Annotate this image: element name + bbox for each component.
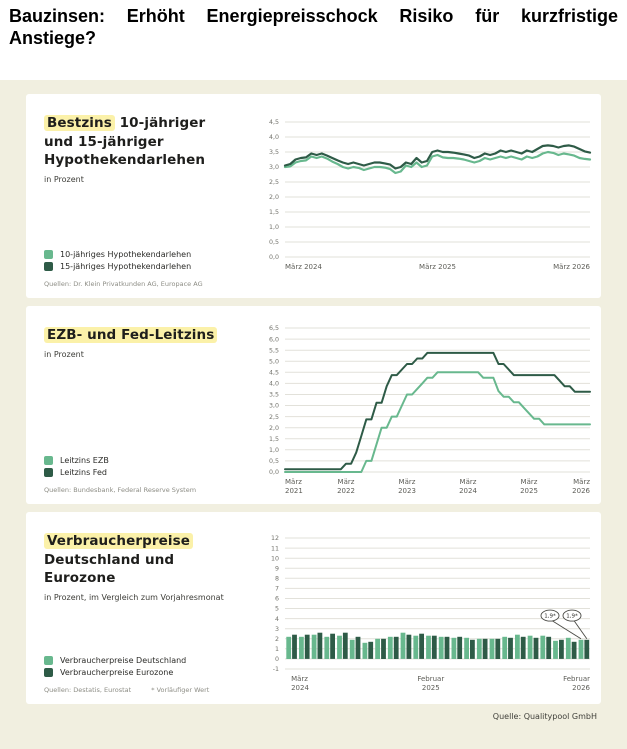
svg-text:4: 4 <box>274 615 279 623</box>
svg-text:2,0: 2,0 <box>268 424 279 432</box>
legend-swatch-dark-green <box>44 468 53 477</box>
panel-mortgage-left-column <box>44 106 249 290</box>
svg-text:2021: 2021 <box>285 487 303 495</box>
svg-text:2,5: 2,5 <box>268 179 279 187</box>
legend-policy <box>44 453 249 480</box>
svg-text:März 2024: März 2024 <box>285 263 322 271</box>
legend-item-15y <box>44 262 249 271</box>
legend-swatch-light-green <box>44 456 53 465</box>
svg-text:März: März <box>520 478 538 486</box>
panel-consumer-subtitle: in Prozent, im Vergleich zum Vorjahresmonat <box>44 592 224 602</box>
panel-policy-rates <box>26 306 601 504</box>
panel-mortgage-rates <box>26 94 601 298</box>
legend-swatch-light-green <box>44 656 53 665</box>
consumer-price-bar-chart <box>255 532 593 701</box>
svg-text:7: 7 <box>274 585 279 593</box>
svg-text:4,5: 4,5 <box>268 369 279 377</box>
highlighted-title-word: Bestzins <box>44 115 115 131</box>
legend-label: Verbraucherpreise Eurozone <box>60 668 174 677</box>
legend-label: Leitzins EZB <box>60 456 109 465</box>
svg-text:-1: -1 <box>272 666 279 674</box>
svg-text:3,5: 3,5 <box>268 149 279 157</box>
svg-text:2025: 2025 <box>421 684 440 692</box>
svg-text:4,5: 4,5 <box>268 119 279 127</box>
svg-text:März: März <box>573 478 590 486</box>
legend-consumer <box>44 653 249 680</box>
svg-text:6,5: 6,5 <box>268 325 279 333</box>
svg-text:1,0: 1,0 <box>268 447 279 454</box>
svg-text:März: März <box>291 675 308 683</box>
svg-text:März: März <box>337 478 355 486</box>
svg-text:4,0: 4,0 <box>268 380 279 388</box>
svg-text:9: 9 <box>274 565 279 573</box>
svg-text:8: 8 <box>274 575 279 583</box>
svg-text:1,5: 1,5 <box>268 209 279 217</box>
svg-text:1: 1 <box>274 646 279 653</box>
page-title: Bauzinsen: Erhöht Energiepreisschock Risiko für kurzfristige Anstiege? <box>9 6 618 48</box>
panel-mortgage-chart-area <box>249 106 593 290</box>
svg-text:2,0: 2,0 <box>268 194 279 202</box>
svg-text:0,5: 0,5 <box>268 239 279 247</box>
source-text: Quellen: Destatis, Eurostat <box>44 686 132 694</box>
panel-mortgage-subtitle: in Prozent <box>44 174 84 184</box>
svg-text:März: März <box>459 478 477 486</box>
svg-text:5,0: 5,0 <box>268 358 279 366</box>
legend-swatch-dark-green <box>44 668 53 677</box>
svg-text:März 2026: März 2026 <box>553 263 590 271</box>
svg-text:2024: 2024 <box>291 684 309 692</box>
footer-source: Quelle: Qualitypool GmbH <box>492 712 597 721</box>
svg-text:0,0: 0,0 <box>268 254 279 262</box>
svg-text:3,5: 3,5 <box>268 391 279 399</box>
legend-item-ezb <box>44 456 249 465</box>
panel-consumer-chart-area <box>249 524 593 696</box>
panel-policy-left-column <box>44 318 249 496</box>
svg-text:2,5: 2,5 <box>268 413 279 421</box>
svg-text:März: März <box>285 478 302 486</box>
panel-mortgage-title <box>44 114 224 170</box>
source-policy: Quellen: Bundesbank, Federal Reserve System <box>44 486 197 494</box>
svg-text:0: 0 <box>274 656 279 664</box>
legend-label: Verbraucherpreise Deutschland <box>60 656 187 665</box>
panel-consumer-title <box>44 532 249 588</box>
legend-item-10y <box>44 250 249 259</box>
legend-label: 10-jähriges Hypothekendarlehen <box>60 250 192 259</box>
svg-text:12: 12 <box>270 535 279 543</box>
svg-text:1,9*: 1,9* <box>544 613 556 620</box>
legend-mortgage <box>44 247 249 274</box>
panel-consumer-prices <box>26 512 601 704</box>
svg-text:6,0: 6,0 <box>268 336 279 344</box>
svg-text:0,5: 0,5 <box>268 458 279 466</box>
svg-text:März 2025: März 2025 <box>419 263 456 271</box>
svg-text:11: 11 <box>270 545 279 553</box>
legend-swatch-light-green <box>44 250 53 259</box>
svg-text:5,5: 5,5 <box>268 347 279 355</box>
panel-policy-subtitle: in Prozent <box>44 349 84 359</box>
title-rest: 10-jähriger und 15-jähriger Hypothekendarlehen <box>44 115 206 169</box>
svg-text:1,5: 1,5 <box>268 436 279 443</box>
panel-consumer-left-column <box>44 524 249 696</box>
highlighted-title-word: EZB- und Fed-Leitzins <box>44 327 217 343</box>
legend-swatch-dark-green <box>44 262 53 271</box>
source-consumer <box>44 686 249 694</box>
svg-text:2026: 2026 <box>572 684 590 692</box>
legend-item-fed <box>44 468 249 477</box>
svg-text:Februar: Februar <box>563 675 590 683</box>
footnote-preliminary: * Vorläufiger Wert <box>151 686 210 694</box>
panel-policy-chart-area <box>249 318 593 496</box>
svg-text:Februar: Februar <box>417 675 445 683</box>
svg-text:6: 6 <box>274 595 279 603</box>
svg-text:2025: 2025 <box>520 487 538 495</box>
svg-text:2023: 2023 <box>398 487 416 495</box>
svg-text:1,0: 1,0 <box>268 224 279 232</box>
highlighted-title-word: Verbraucherpreise <box>44 533 193 549</box>
svg-text:3,0: 3,0 <box>268 164 279 172</box>
title-rest: Deutschland und Eurozone <box>44 551 175 587</box>
svg-text:1,9*: 1,9* <box>566 613 578 620</box>
svg-text:3: 3 <box>274 625 279 633</box>
source-mortgage: Quellen: Dr. Klein Privatkunden AG, Europace AG <box>44 280 203 288</box>
legend-item-eurozone <box>44 668 249 677</box>
svg-text:3,0: 3,0 <box>268 402 279 410</box>
svg-text:März: März <box>398 478 416 486</box>
svg-text:5: 5 <box>274 605 279 613</box>
panel-policy-title <box>44 326 224 345</box>
svg-text:0,0: 0,0 <box>268 469 279 477</box>
infographic-background <box>0 80 627 749</box>
svg-text:2022: 2022 <box>337 487 355 495</box>
policy-rate-line-chart <box>255 322 593 504</box>
legend-label: 15-jähriges Hypothekendarlehen <box>60 262 192 271</box>
legend-label: Leitzins Fed <box>60 468 107 477</box>
mortgage-rate-line-chart <box>255 116 593 280</box>
svg-text:10: 10 <box>270 555 279 563</box>
legend-item-germany <box>44 656 249 665</box>
svg-text:4,0: 4,0 <box>268 134 279 142</box>
svg-text:2024: 2024 <box>459 487 477 495</box>
svg-text:2026: 2026 <box>572 487 590 495</box>
svg-text:2: 2 <box>274 636 279 643</box>
